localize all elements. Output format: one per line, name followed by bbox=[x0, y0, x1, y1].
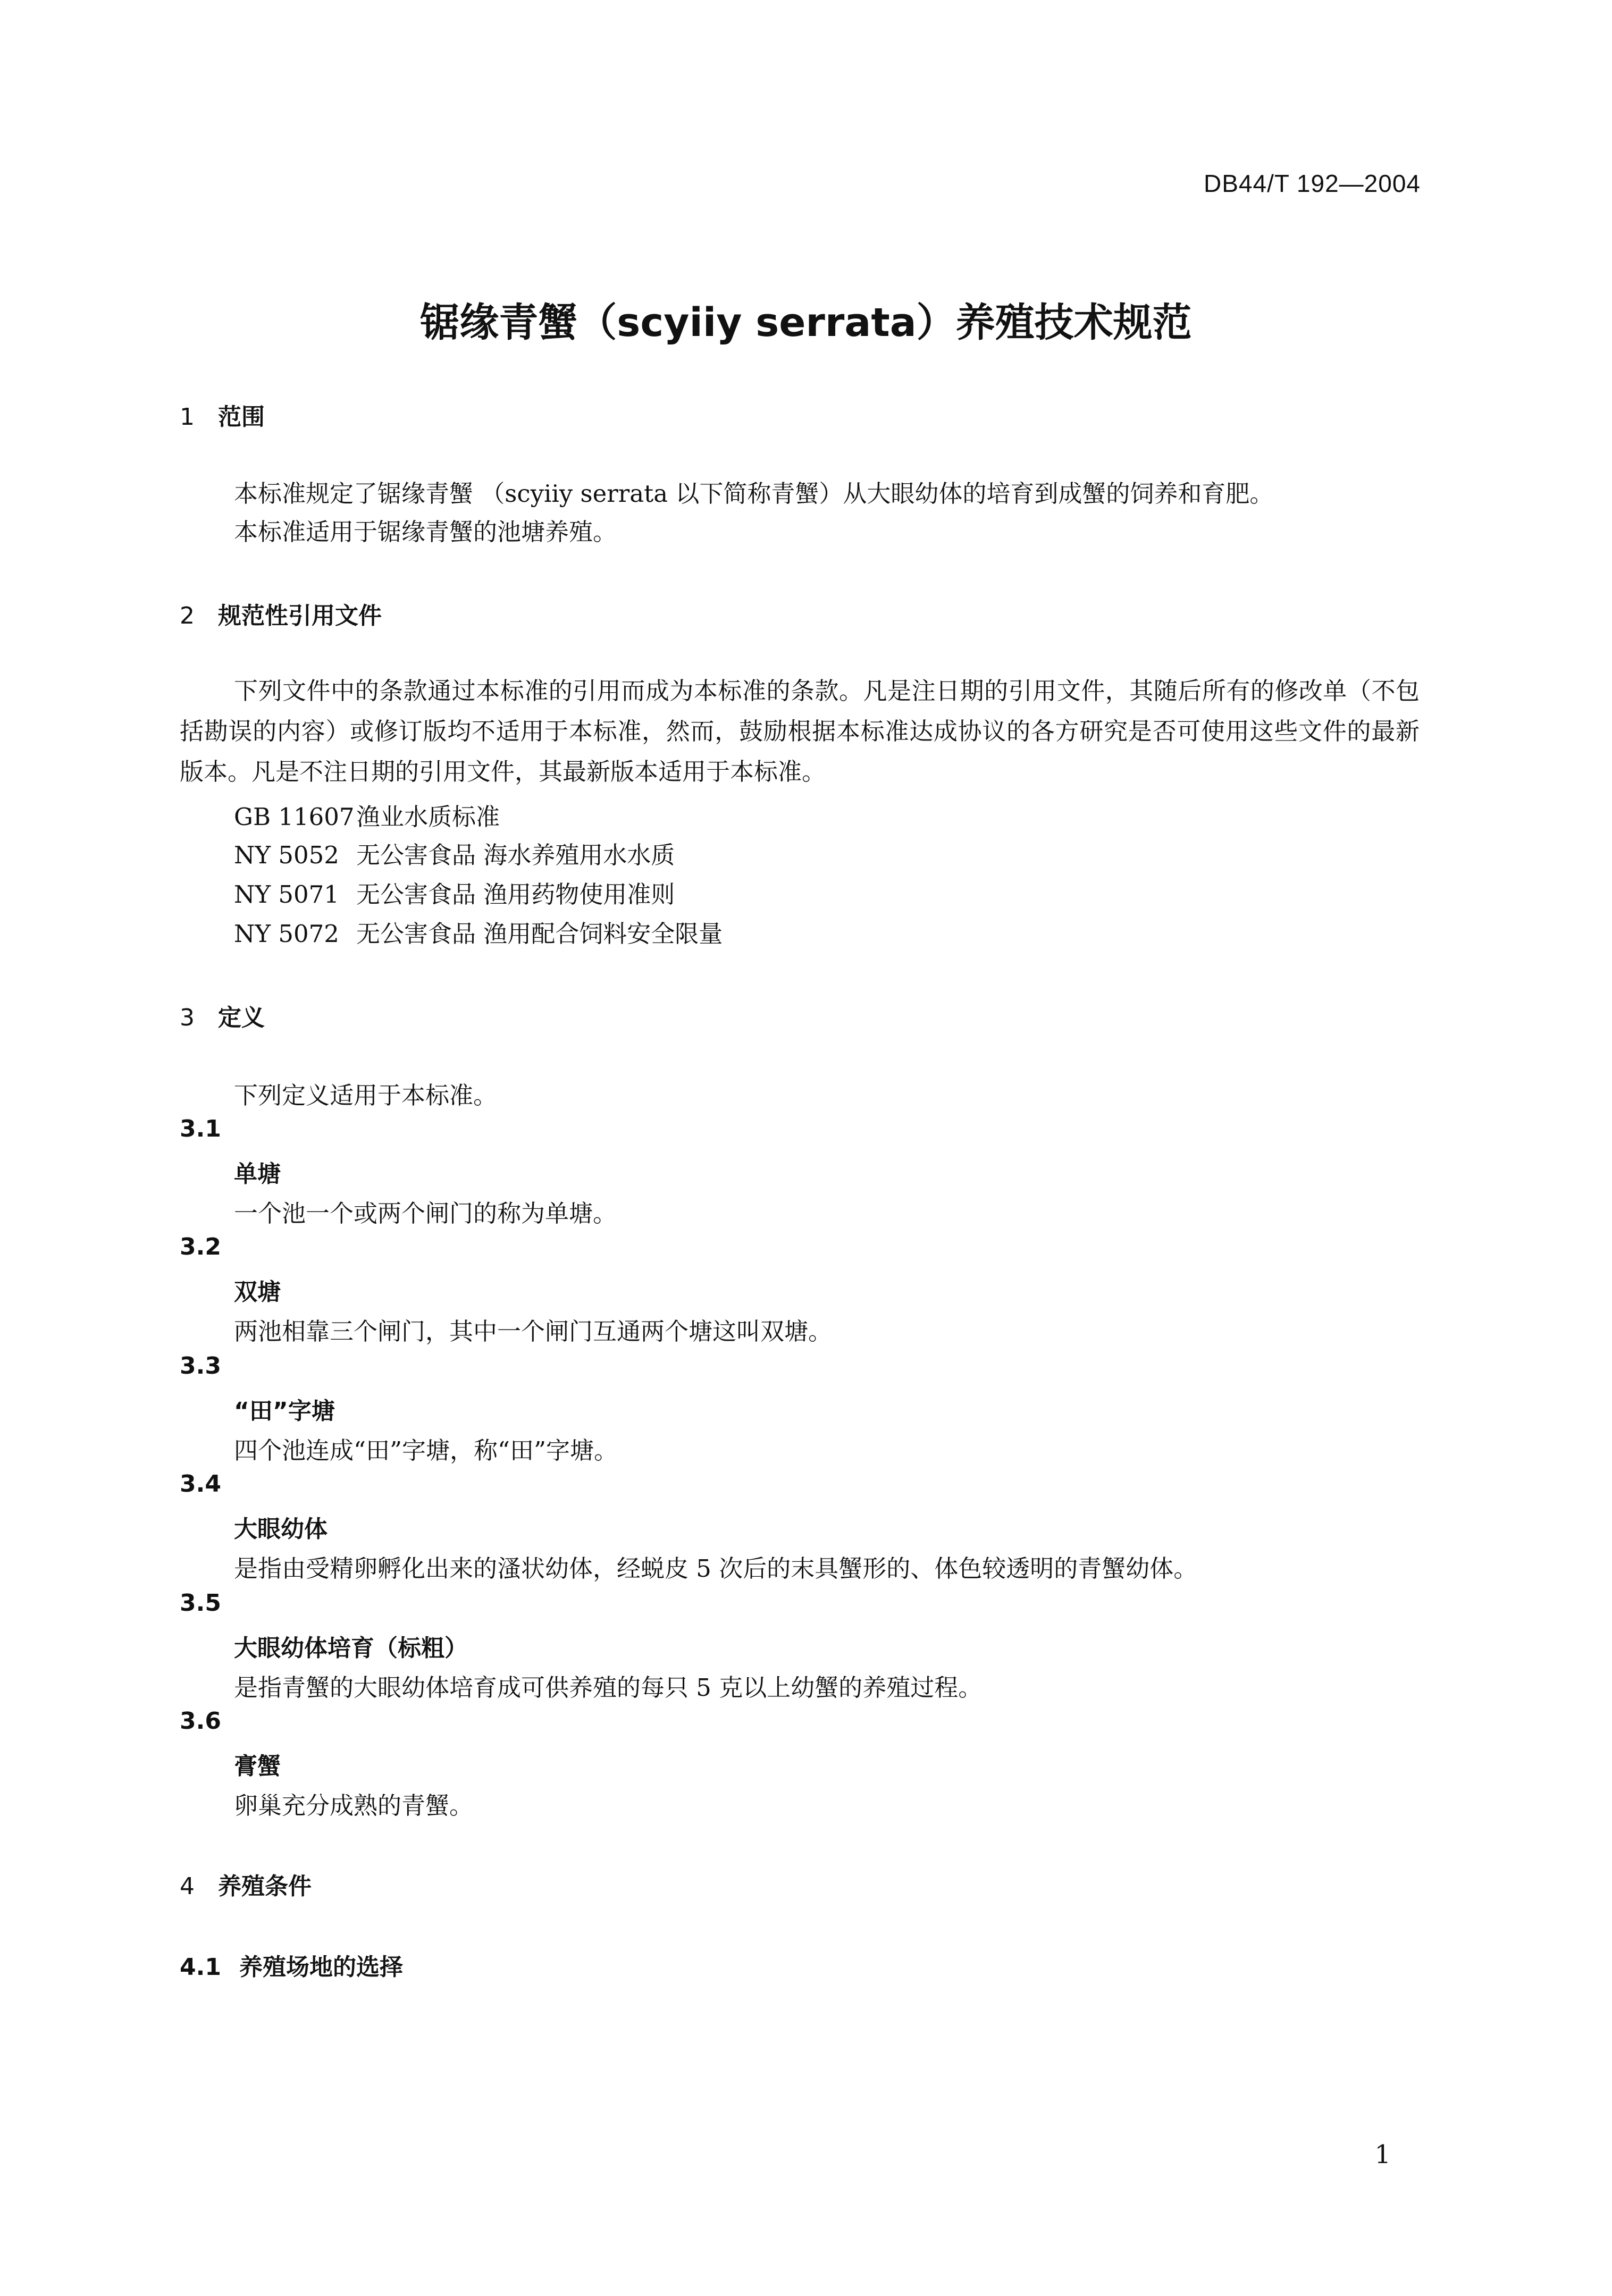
term-label: 双塘 bbox=[234, 1279, 281, 1306]
section-title: 定义 bbox=[218, 1004, 265, 1031]
section-number: 4.1 bbox=[180, 1954, 221, 1981]
term-label: 膏蟹 bbox=[234, 1753, 281, 1780]
section-title: 范围 bbox=[218, 403, 265, 431]
reference-item bbox=[234, 875, 675, 910]
clause-number: 3.2 bbox=[180, 1233, 221, 1260]
clause-number: 3.3 bbox=[180, 1352, 221, 1380]
definitions-intro: 下列定义适用于本标准。 bbox=[234, 1081, 498, 1109]
clause-number: 3.5 bbox=[180, 1589, 221, 1617]
reference-code: GB 11607 bbox=[234, 803, 355, 831]
section-title: 养殖场地的选择 bbox=[239, 1954, 403, 1981]
reference-name: 无公害食品 渔用配合饲料安全限量 bbox=[356, 920, 723, 948]
section-number: 1 bbox=[180, 403, 195, 431]
scope-line-1: 本标准规定了锯缘青蟹 （scyiiy serrata 以下简称青蟹）从大眼幼体的培育到成蟹的饲养和育肥。 bbox=[234, 480, 1274, 508]
term-definition: 四个池连成“田”字塘，称“田”字塘。 bbox=[234, 1436, 618, 1465]
term-definition: 两池相靠三个闸门，其中一个闸门互通两个塘这叫双塘。 bbox=[234, 1317, 833, 1345]
reference-item bbox=[234, 836, 675, 870]
section-title: 规范性引用文件 bbox=[218, 602, 382, 629]
term-definition: 一个池一个或两个闸门的称为单塘。 bbox=[234, 1199, 617, 1227]
document-title: 锯缘青蟹（scyiiy serrata）养殖技术规范 bbox=[420, 300, 1192, 346]
section-1-heading bbox=[180, 398, 265, 432]
normative-refs-paragraph: 下列文件中的条款通过本标准的引用而成为本标准的条款。凡是注日期的引用文件，其随后所有的修改单（不包括勘误的内容）或修订版均不适用于本标准，然而，鼓励根据本标准达成协议的各方研究是否可使用这些文件的最新版本。凡是不注日期的引用文件，其最新版本适用于本标准。 bbox=[180, 677, 1420, 786]
scope-line-2: 本标准适用于锯缘青蟹的池塘养殖。 bbox=[234, 518, 617, 546]
section-number: 4 bbox=[180, 1873, 195, 1900]
reference-item bbox=[234, 797, 500, 832]
term-label: “田”字塘 bbox=[234, 1398, 335, 1425]
section-4-1-heading bbox=[180, 1948, 403, 1982]
term-definition: 是指青蟹的大眼幼体培育成可供养殖的每只 5 克以上幼蟹的养殖过程。 bbox=[234, 1673, 983, 1702]
term-label: 单塘 bbox=[234, 1160, 281, 1188]
reference-code: NY 5052 bbox=[234, 841, 339, 869]
term-definition: 是指由受精卵孵化出来的溞状幼体，经蜕皮 5 次后的末具蟹形的、体色较透明的青蟹幼体。 bbox=[234, 1554, 1198, 1583]
section-3-heading bbox=[180, 998, 265, 1032]
clause-number: 3.4 bbox=[180, 1470, 221, 1498]
term-label: 大眼幼体 bbox=[234, 1516, 328, 1543]
term-label: 大眼幼体培育（标粗） bbox=[234, 1635, 468, 1662]
clause-number: 3.6 bbox=[180, 1708, 221, 1735]
section-number: 3 bbox=[180, 1004, 195, 1031]
reference-code: NY 5072 bbox=[234, 920, 339, 948]
reference-code: NY 5071 bbox=[234, 880, 339, 909]
reference-name: 无公害食品 渔用药物使用准则 bbox=[356, 880, 675, 909]
term-definition: 卵巢充分成熟的青蟹。 bbox=[234, 1792, 474, 1820]
reference-item bbox=[234, 914, 723, 949]
standard-number: DB44/T 192—2004 bbox=[1204, 170, 1421, 197]
page-number: 1 bbox=[1374, 2140, 1391, 2169]
section-title: 养殖条件 bbox=[218, 1873, 312, 1900]
section-number: 2 bbox=[180, 602, 195, 629]
section-2-heading bbox=[180, 596, 382, 630]
clause-number: 3.1 bbox=[180, 1115, 221, 1142]
reference-name: 无公害食品 海水养殖用水水质 bbox=[356, 841, 675, 869]
reference-name: 渔业水质标准 bbox=[356, 803, 500, 831]
section-4-heading bbox=[180, 1867, 312, 1901]
